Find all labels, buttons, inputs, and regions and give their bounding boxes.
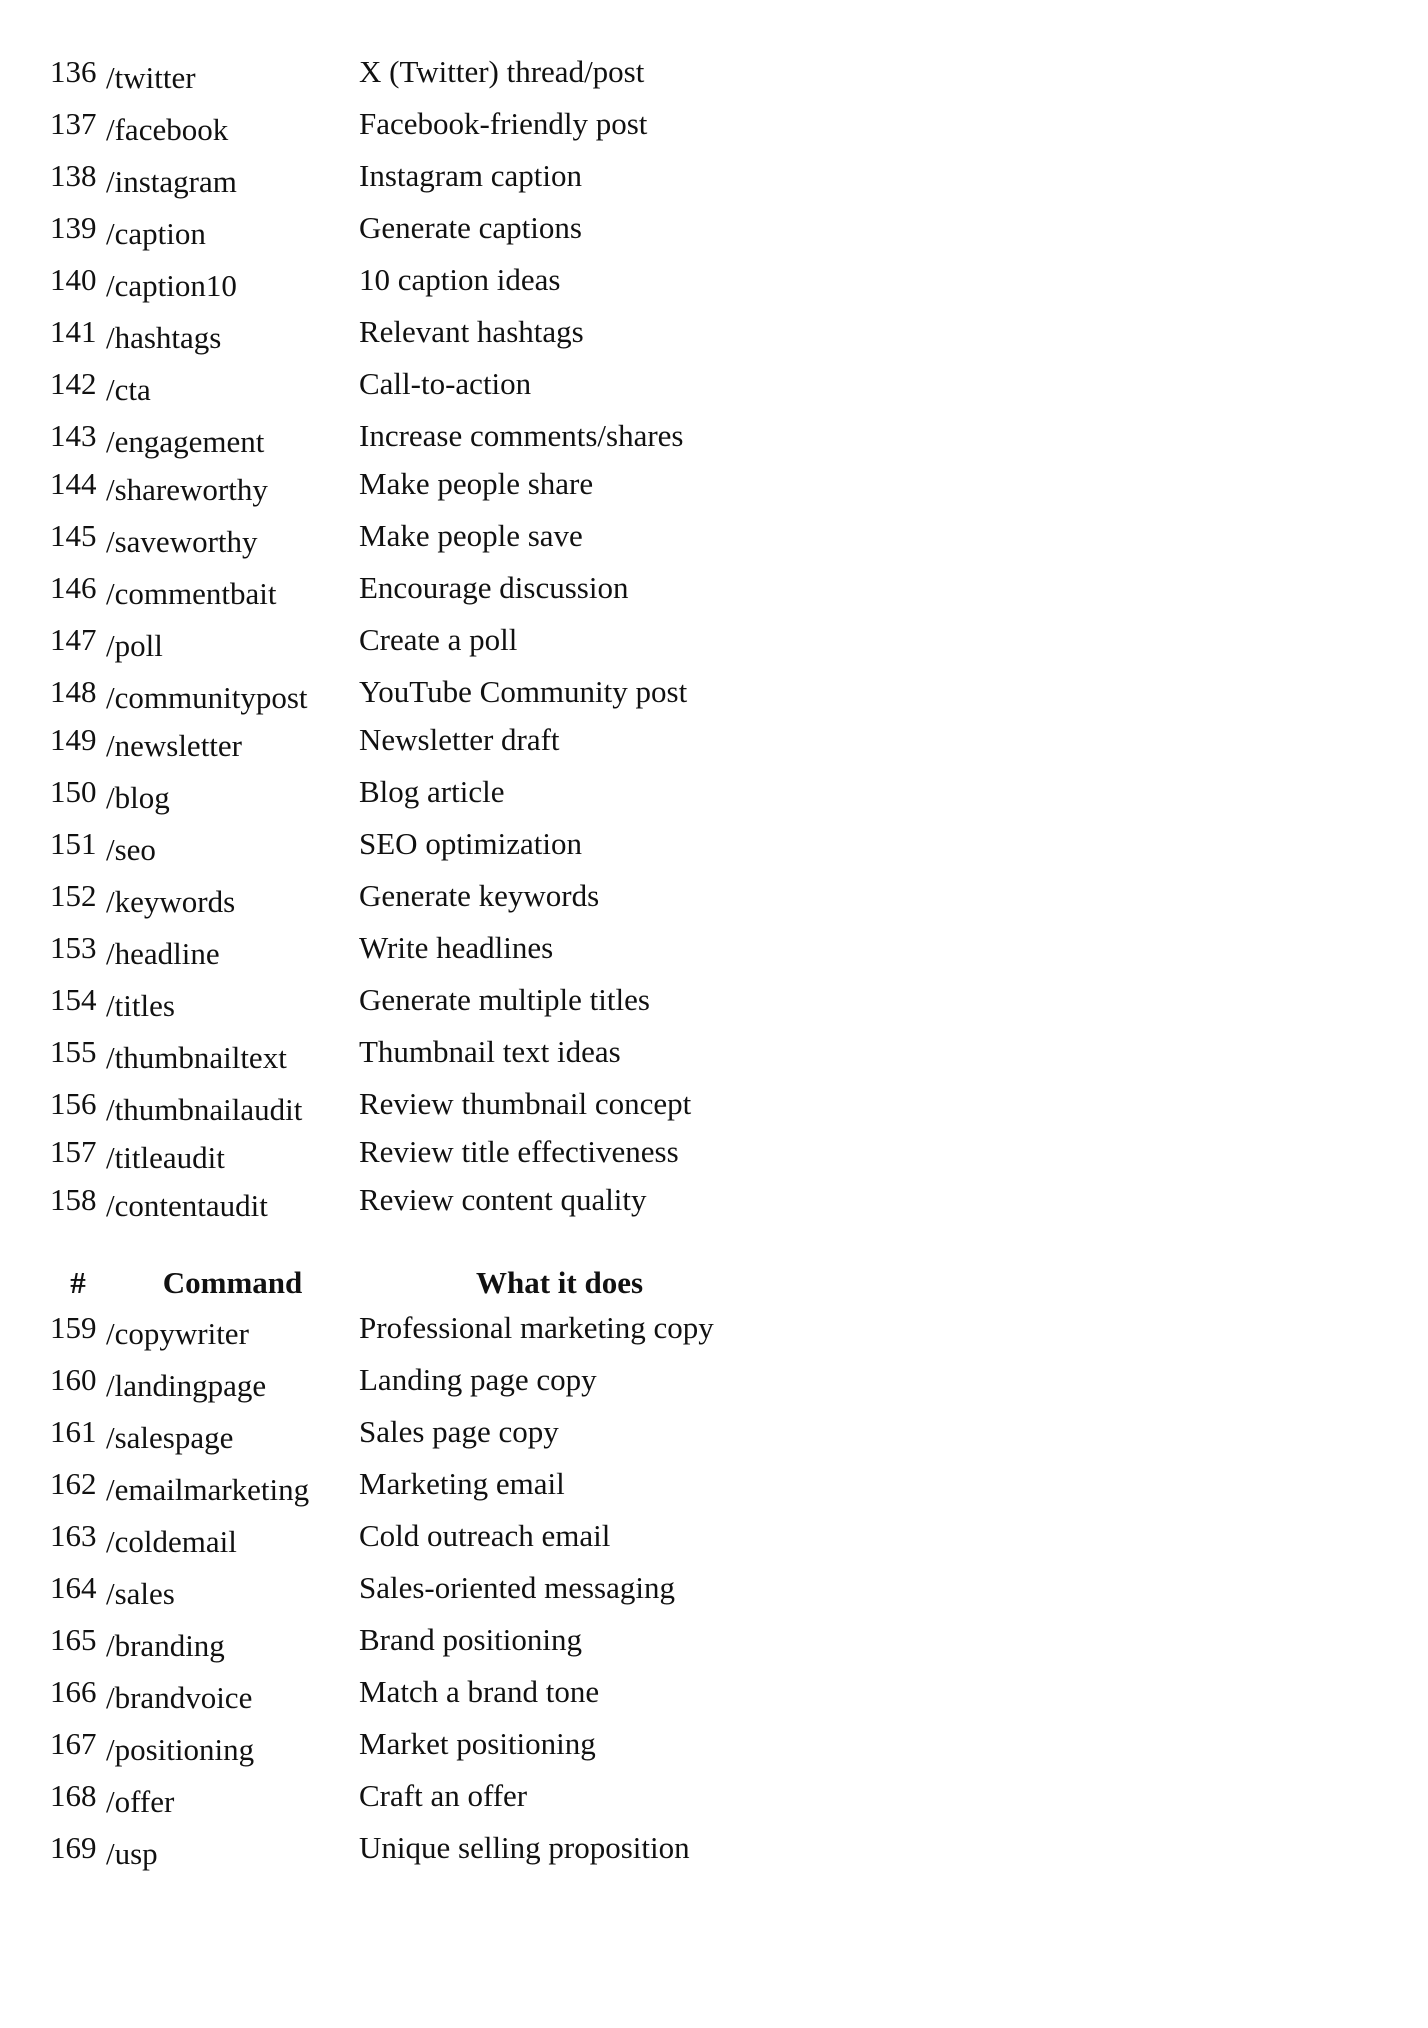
command-description: Review content quality (359, 1182, 647, 1217)
command-description: Review thumbnail concept (359, 1086, 692, 1121)
command-description: Facebook-friendly post (359, 106, 648, 141)
command-name: /hashtags (106, 320, 222, 355)
command-name: /communitypost (106, 680, 308, 715)
command-description: Generate multiple titles (359, 982, 650, 1017)
command-name: /contentaudit (106, 1188, 268, 1223)
commands-table-body (50, 1308, 760, 1880)
table-row (50, 516, 760, 568)
row-number: 158 (50, 1182, 97, 1217)
command-description: X (Twitter) thread/post (359, 54, 645, 89)
table-row (50, 416, 760, 464)
table-row (50, 1620, 760, 1672)
row-number: 147 (50, 622, 97, 657)
row-number: 146 (50, 570, 97, 605)
command-description: Generate keywords (359, 878, 600, 913)
table-row (50, 1672, 760, 1724)
command-name: /blog (106, 780, 170, 815)
command-name: /titleaudit (106, 1140, 225, 1175)
row-number: 156 (50, 1086, 97, 1121)
table-row (50, 824, 760, 876)
command-name: /saveworthy (106, 524, 258, 559)
row-number: 164 (50, 1570, 97, 1605)
commands-table-body (50, 52, 760, 1232)
table-row (50, 1180, 760, 1232)
row-number: 140 (50, 262, 97, 297)
table-row (50, 156, 760, 208)
command-description: Blog article (359, 774, 505, 809)
table-row (50, 672, 760, 720)
table-row (50, 1568, 760, 1620)
command-name: /copywriter (106, 1316, 249, 1351)
row-number: 142 (50, 366, 97, 401)
row-number: 138 (50, 158, 97, 193)
table-row (50, 620, 760, 672)
command-description: YouTube Community post (359, 674, 688, 709)
table-row (50, 980, 760, 1032)
row-number: 162 (50, 1466, 97, 1501)
command-name: /keywords (106, 884, 236, 919)
table-row (50, 208, 760, 260)
table-row (50, 1084, 760, 1132)
command-name: /twitter (106, 60, 196, 95)
table-row (50, 1828, 760, 1880)
table-row (50, 928, 760, 980)
row-number: 149 (50, 722, 97, 757)
table-row (50, 312, 760, 364)
command-description: Craft an offer (359, 1778, 528, 1813)
table-row (50, 1516, 760, 1568)
commands-table-continued (50, 52, 760, 1232)
command-description: Call-to-action (359, 366, 532, 401)
command-description: Professional marketing copy (359, 1310, 714, 1345)
table-row (50, 52, 760, 104)
command-name: /offer (106, 1784, 175, 1819)
table-header (50, 1263, 760, 1308)
row-number: 157 (50, 1134, 97, 1169)
command-name: /facebook (106, 112, 229, 147)
row-number: 167 (50, 1726, 97, 1761)
command-description: Landing page copy (359, 1362, 597, 1397)
table-row (50, 1724, 760, 1776)
row-number: 169 (50, 1830, 97, 1865)
command-name: /sales (106, 1576, 175, 1611)
command-name: /emailmarketing (106, 1472, 310, 1507)
command-name: /poll (106, 628, 163, 663)
row-number: 145 (50, 518, 97, 553)
command-name: /landingpage (106, 1368, 267, 1403)
command-name: /engagement (106, 424, 265, 459)
command-name: /usp (106, 1836, 158, 1871)
row-number: 155 (50, 1034, 97, 1069)
command-name: /salespage (106, 1420, 234, 1455)
table-row (50, 1412, 760, 1464)
command-description: Unique selling proposition (359, 1830, 690, 1865)
command-description: Sales page copy (359, 1414, 559, 1449)
table-row (50, 876, 760, 928)
command-description: Create a poll (359, 622, 518, 657)
command-description: SEO optimization (359, 826, 583, 861)
row-number: 154 (50, 982, 97, 1017)
command-name: /caption (106, 216, 206, 251)
table-row (50, 1776, 760, 1828)
row-number: 153 (50, 930, 97, 965)
command-name: /newsletter (106, 728, 243, 763)
command-description: Newsletter draft (359, 722, 560, 757)
command-name: /branding (106, 1628, 225, 1663)
command-name: /coldemail (106, 1524, 237, 1559)
column-header-number: # (70, 1265, 86, 1300)
row-number: 152 (50, 878, 97, 913)
table-row (50, 1132, 760, 1180)
column-header-command: Command (162, 1265, 303, 1300)
row-number: 163 (50, 1518, 97, 1553)
table-row (50, 1308, 760, 1360)
command-description: Increase comments/shares (359, 418, 684, 453)
command-description: Match a brand tone (359, 1674, 600, 1709)
command-name: /instagram (106, 164, 237, 199)
table-row (50, 772, 760, 824)
row-number: 159 (50, 1310, 97, 1345)
row-number: 144 (50, 466, 97, 501)
command-description: Relevant hashtags (359, 314, 584, 349)
row-number: 143 (50, 418, 97, 453)
command-description: Market positioning (359, 1726, 596, 1761)
command-description: Review title effectiveness (359, 1134, 679, 1169)
command-description: Write headlines (359, 930, 554, 965)
column-header-description: What it does (475, 1265, 644, 1300)
table-row (50, 364, 760, 416)
command-name: /cta (106, 372, 151, 407)
command-name: /seo (106, 832, 156, 867)
table-row (50, 720, 760, 772)
command-description: Thumbnail text ideas (359, 1034, 621, 1069)
command-name: /thumbnailtext (106, 1040, 287, 1075)
row-number: 148 (50, 674, 97, 709)
row-number: 168 (50, 1778, 97, 1813)
command-name: /thumbnailaudit (106, 1092, 303, 1127)
command-description: Cold outreach email (359, 1518, 611, 1553)
table-row (50, 1032, 760, 1084)
table-row (50, 1360, 760, 1412)
command-description: Make people share (359, 466, 594, 501)
row-number: 151 (50, 826, 97, 861)
header-row (50, 1263, 760, 1308)
command-name: /titles (106, 988, 175, 1023)
row-number: 136 (50, 54, 97, 89)
command-description: Generate captions (359, 210, 582, 245)
table-row (50, 568, 760, 620)
row-number: 166 (50, 1674, 97, 1709)
row-number: 160 (50, 1362, 97, 1397)
row-number: 161 (50, 1414, 97, 1449)
command-description: 10 caption ideas (359, 262, 561, 297)
command-name: /headline (106, 936, 220, 971)
table-row (50, 1464, 760, 1516)
row-number: 141 (50, 314, 97, 349)
row-number: 165 (50, 1622, 97, 1657)
command-description: Marketing email (359, 1466, 565, 1501)
table-row (50, 104, 760, 156)
command-description: Brand positioning (359, 1622, 583, 1657)
commands-table (50, 1263, 760, 1880)
command-name: /commentbait (106, 576, 277, 611)
command-description: Make people save (359, 518, 583, 553)
command-description: Instagram caption (359, 158, 582, 193)
row-number: 139 (50, 210, 97, 245)
table-row (50, 260, 760, 312)
command-name: /brandvoice (106, 1680, 253, 1715)
command-description: Sales-oriented messaging (359, 1570, 675, 1605)
row-number: 137 (50, 106, 97, 141)
command-description: Encourage discussion (359, 570, 629, 605)
row-number: 150 (50, 774, 97, 809)
command-name: /caption10 (106, 268, 237, 303)
command-name: /shareworthy (106, 472, 268, 507)
command-name: /positioning (106, 1732, 255, 1767)
table-row (50, 464, 760, 516)
